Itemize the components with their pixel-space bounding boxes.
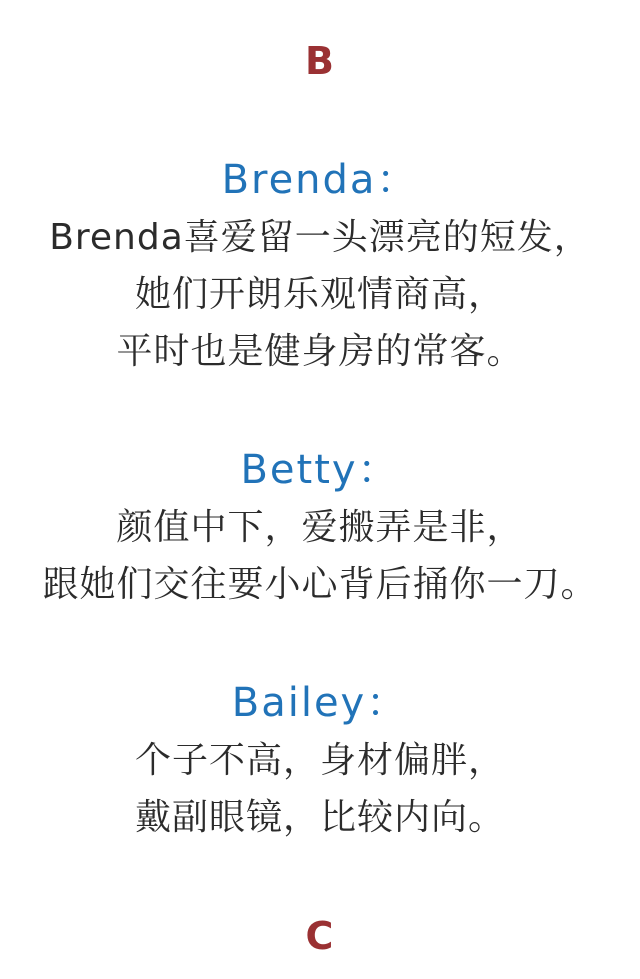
brenda-line-2: 她们开朗乐观情商高， (134, 274, 505, 315)
name-heading-brenda: Brenda： (221, 157, 419, 203)
betty-line-1: 颜值中下，爱搬弄是非， (116, 507, 524, 548)
section-betty (0, 442, 640, 613)
bailey-line-1: 个子不高，身材偏胖， (134, 740, 505, 781)
bailey-line-2: 戴副眼镜，比较内向。 (134, 797, 505, 838)
name-heading-betty: Betty： (240, 447, 400, 493)
brenda-line-3: 平时也是健身房的常客。 (116, 331, 524, 372)
name-heading-bailey: Bailey： (231, 680, 409, 726)
top-letter-b: B (305, 39, 335, 83)
bottom-letter-c: C (305, 914, 335, 958)
section-brenda (0, 152, 640, 380)
brenda-line-1: Brenda喜爱留一头漂亮的短发， (49, 217, 591, 258)
section-bailey (0, 675, 640, 846)
betty-line-2: 跟她们交往要小心背后捅你一刀。 (42, 564, 598, 605)
